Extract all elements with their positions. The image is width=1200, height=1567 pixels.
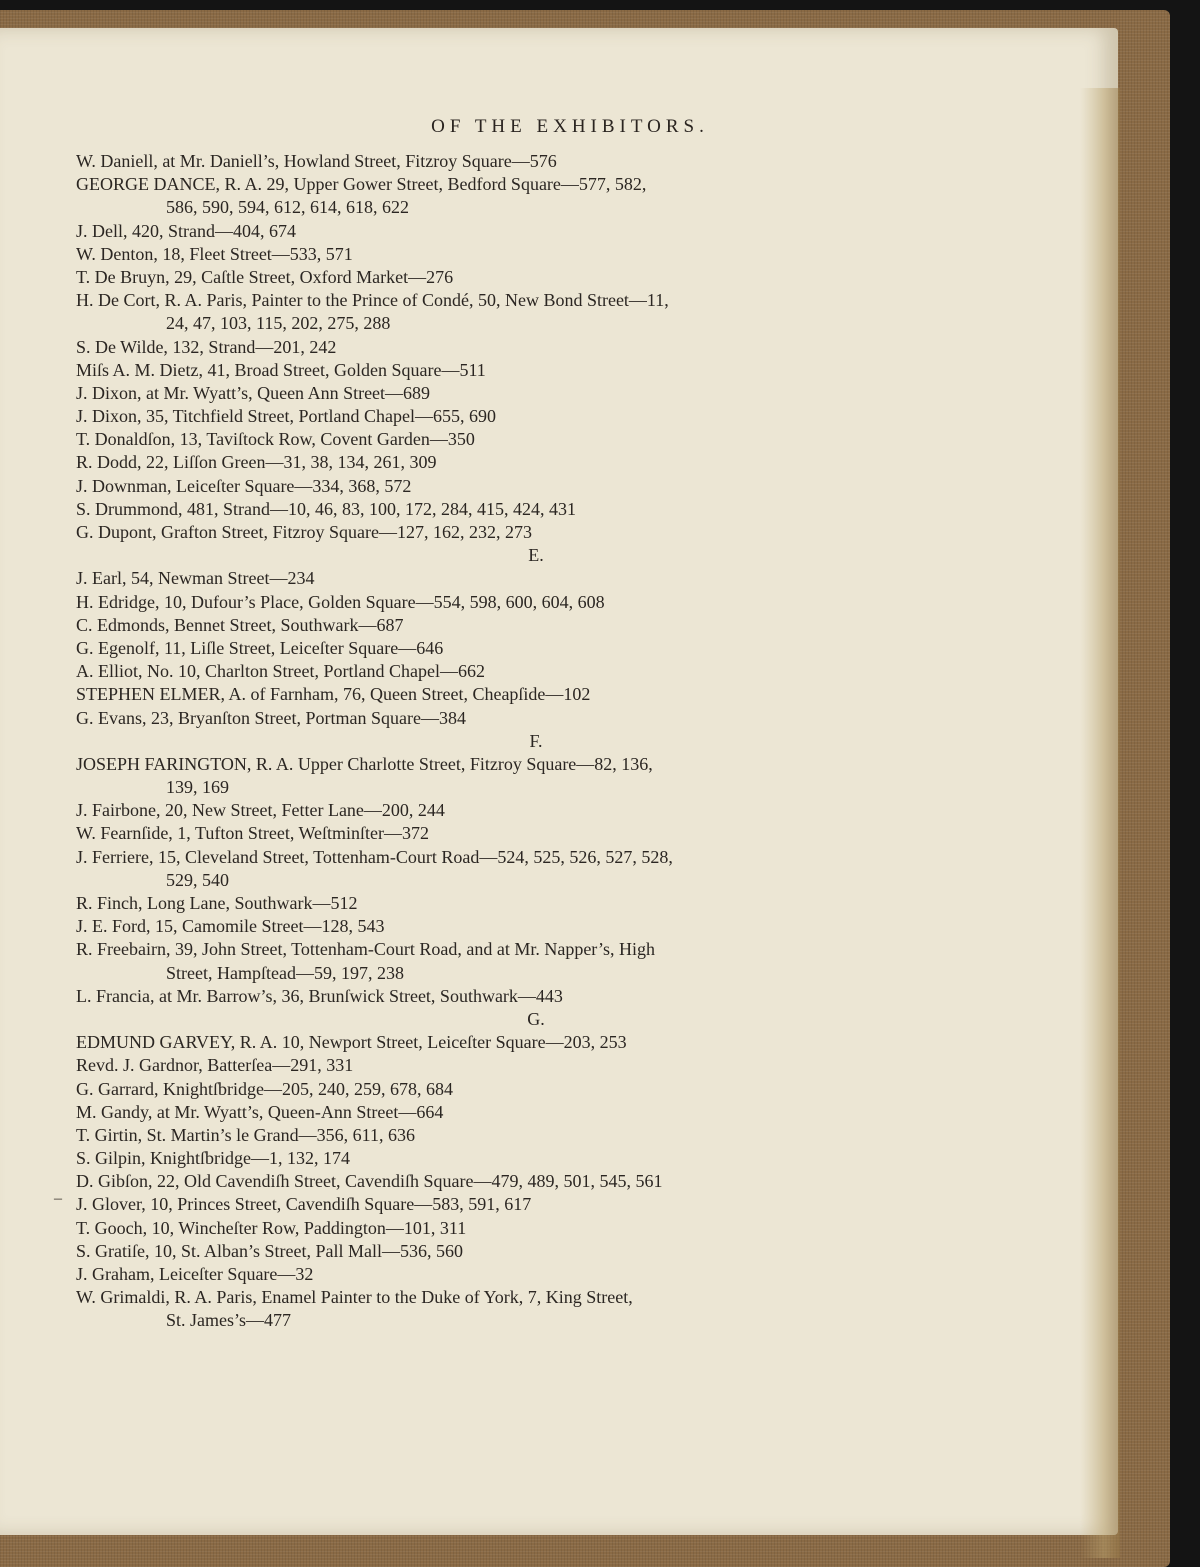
exhibitor-entry: S. Gratiſe, 10, St. Alban’s Street, Pall Mall—536, 560 (76, 1240, 463, 1261)
page-edge-shading (1080, 88, 1120, 1558)
exhibitor-entry: W. Daniell, at Mr. Daniell’s, Howland Street, Fitzroy Square—576 (76, 151, 557, 171)
exhibitor-entry: T. Donaldſon, 13, Taviſtock Row, Covent Garden—350 (76, 429, 475, 450)
entry-continuation: St. James’s—477 (166, 1310, 292, 1331)
exhibitor-entry: G. Evans, 23, Bryanſton Street, Portman Square—384 (76, 707, 466, 728)
entry-continuation: 24, 47, 103, 115, 202, 275, 288 (166, 313, 391, 334)
exhibitor-entry: W. Grimaldi, R. A. Paris, Enamel Painter to the Duke of York, 7, King Street, (76, 1287, 633, 1308)
exhibitor-entry: J. Earl, 54, Newman Street—234 (76, 568, 315, 589)
exhibitor-entry: J. E. Ford, 15, Camomile Street—128, 543 (76, 916, 385, 937)
exhibitor-entry: M. Gandy, at Mr. Wyatt’s, Queen-Ann Street—664 (76, 1101, 444, 1122)
exhibitor-entry: J. Dell, 420, Strand—404, 674 (76, 220, 296, 241)
entry-continuation: Street, Hampſtead—59, 197, 238 (166, 962, 404, 983)
exhibitor-entry: J. Fairbone, 20, New Street, Fetter Lane—200, 244 (76, 800, 445, 821)
exhibitor-entry: EDMUND GARVEY, R. A. 10, Newport Street, Leiceſter Square—203, 253 (76, 1032, 627, 1053)
exhibitor-entry: J. Graham, Leiceſter Square—32 (76, 1264, 314, 1284)
exhibitor-entry: J. Downman, Leiceſter Square—334, 368, 572 (76, 475, 412, 496)
exhibitor-entry: J. Ferriere, 15, Cleveland Street, Tottenham-Court Road—524, 525, 526, 527, 528, (76, 846, 673, 867)
exhibitor-entry: C. Edmonds, Bennet Street, Southwark—687 (76, 614, 404, 635)
margin-dash-mark: – (54, 1190, 62, 1207)
exhibitor-entry: T. De Bruyn, 29, Caſtle Street, Oxford Market—276 (76, 266, 454, 287)
exhibitor-entry: T. Gooch, 10, Wincheſter Row, Paddington—101, 311 (76, 1217, 467, 1238)
exhibitor-entry: J. Dixon, 35, Titchfield Street, Portland Chapel—655, 690 (76, 406, 496, 427)
exhibitor-entry: R. Finch, Long Lane, Southwark—512 (76, 893, 358, 913)
exhibitor-entry: D. Gibſon, 22, Old Cavendiſh Street, Cavendiſh Square—479, 489, 501, 545, 561 (76, 1171, 663, 1192)
page-header: OF THE EXHIBITORS. (431, 116, 709, 137)
exhibitor-entry: STEPHEN ELMER, A. of Farnham, 76, Queen Street, Cheapſide—102 (76, 684, 591, 705)
exhibitor-entry: Revd. J. Gardnor, Batterſea—291, 331 (76, 1055, 354, 1076)
exhibitor-entry: G. Egenolf, 11, Liſle Street, Leiceſter Square—646 (76, 637, 444, 658)
exhibitor-entry: R. Dodd, 22, Liſſon Green—31, 38, 134, 261, 309 (76, 452, 437, 473)
exhibitor-entry: L. Francia, at Mr. Barrow’s, 36, Brunſwick Street, Southwark—443 (76, 985, 563, 1006)
exhibitor-entry: A. Elliot, No. 10, Charlton Street, Portland Chapel—662 (76, 661, 485, 682)
exhibitor-entry: S. Drummond, 481, Strand—10, 46, 83, 100, 172, 284, 415, 424, 431 (76, 498, 577, 519)
exhibitor-entry: GEORGE DANCE, R. A. 29, Upper Gower Street, Bedford Square—577, 582, (76, 174, 647, 195)
exhibitor-entry: G. Garrard, Knightſbridge—205, 240, 259, 678, 684 (76, 1078, 453, 1099)
exhibitor-entry: W. Denton, 18, Fleet Street—533, 571 (76, 243, 353, 264)
entry-continuation: 139, 169 (166, 777, 229, 798)
entry-continuation: 586, 590, 594, 612, 614, 618, 622 (166, 197, 409, 218)
exhibitor-entry: Miſs A. M. Dietz, 41, Broad Street, Golden Square—511 (76, 359, 486, 380)
exhibitor-entry: J. Dixon, at Mr. Wyatt’s, Queen Ann Street—689 (76, 382, 431, 403)
exhibitor-entry: T. Girtin, St. Martin’s le Grand—356, 611, 636 (76, 1124, 415, 1145)
exhibitor-entry: W. Fearnſide, 1, Tufton Street, Weſtminſter—372 (76, 823, 430, 844)
exhibitor-entry: S. Gilpin, Knightſbridge—1, 132, 174 (76, 1148, 350, 1169)
section-letter: E. (528, 545, 544, 566)
exhibitor-entry: S. De Wilde, 132, Strand—201, 242 (76, 336, 337, 357)
exhibitor-entry: R. Freebairn, 39, John Street, Tottenham-Court Road, and at Mr. Napper’s, High (76, 939, 655, 960)
exhibitor-entry: H. De Cort, R. A. Paris, Painter to the Prince of Condé, 50, New Bond Street—11, (76, 290, 669, 311)
entry-continuation: 529, 540 (166, 869, 229, 890)
exhibitor-entry: H. Edridge, 10, Dufour’s Place, Golden Square—554, 598, 600, 604, 608 (76, 591, 605, 612)
exhibitor-entry: J. Glover, 10, Princes Street, Cavendiſh Square—583, 591, 617 (76, 1194, 532, 1215)
section-letter: F. (529, 730, 543, 751)
exhibitor-entry: JOSEPH FARINGTON, R. A. Upper Charlotte Street, Fitzroy Square—82, 136, (76, 753, 653, 774)
exhibitor-list (76, 150, 866, 1333)
section-letter: G. (527, 1008, 545, 1029)
exhibitor-entry: G. Dupont, Grafton Street, Fitzroy Square—127, 162, 232, 273 (76, 522, 532, 542)
